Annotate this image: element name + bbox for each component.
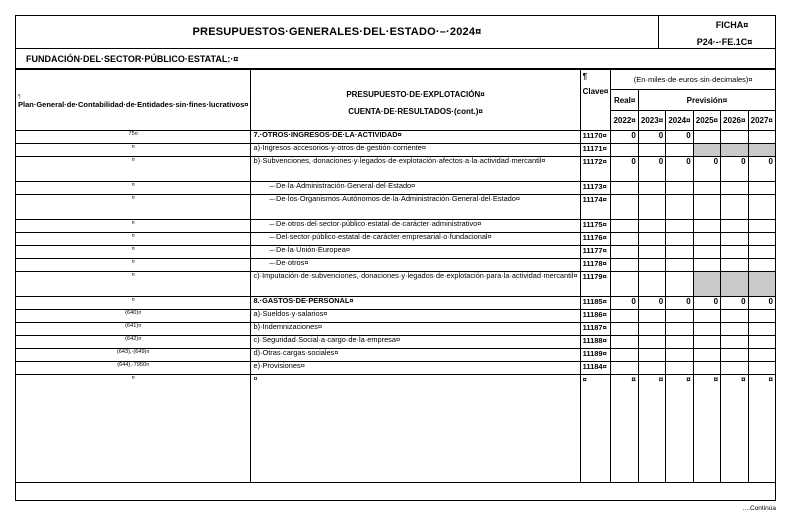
value-cell[interactable] bbox=[666, 310, 693, 323]
value-cell[interactable]: 0 bbox=[666, 157, 693, 182]
value-cell[interactable] bbox=[666, 272, 693, 297]
value-cell[interactable] bbox=[638, 336, 665, 349]
account-code: ¤ bbox=[16, 144, 251, 157]
table-row bbox=[16, 182, 775, 195]
row-clave: 11188¤ bbox=[580, 336, 611, 349]
year-header: 2026¤ bbox=[721, 111, 748, 131]
value-cell[interactable]: ¤ bbox=[721, 375, 748, 483]
table-row bbox=[16, 131, 775, 144]
value-cell[interactable] bbox=[721, 362, 748, 375]
account-code: ¤ bbox=[16, 375, 251, 483]
row-clave: 11177¤ bbox=[580, 246, 611, 259]
value-cell[interactable] bbox=[721, 220, 748, 233]
table-row bbox=[16, 233, 775, 246]
table-row bbox=[16, 195, 775, 220]
value-cell[interactable] bbox=[638, 182, 665, 195]
value-cell[interactable] bbox=[693, 131, 720, 144]
row-label: 8.·GASTOS·DE·PERSONAL¤ bbox=[251, 297, 580, 310]
row-clave: 11176¤ bbox=[580, 233, 611, 246]
table-row bbox=[16, 349, 775, 362]
ficha-code: P24·-·FE.1C¤ bbox=[696, 37, 753, 47]
value-cell[interactable] bbox=[666, 233, 693, 246]
row-clave: 11185¤ bbox=[580, 297, 611, 310]
value-cell[interactable]: 0 bbox=[666, 297, 693, 310]
account-code: (643),·(649)¤ bbox=[16, 349, 251, 362]
value-cell[interactable]: 0 bbox=[721, 297, 748, 310]
value-cell[interactable]: 0 bbox=[638, 131, 665, 144]
value-cell[interactable]: 0 bbox=[611, 131, 638, 144]
row-clave: 11172¤ bbox=[580, 157, 611, 182]
value-cell[interactable] bbox=[666, 349, 693, 362]
account-code: (641)¤ bbox=[16, 323, 251, 336]
value-cell[interactable]: 0 bbox=[748, 157, 775, 182]
page-title: PRESUPUESTOS·GENERALES·DEL·ESTADO·–·2024¤ bbox=[16, 16, 659, 49]
value-cell[interactable]: 0 bbox=[611, 297, 638, 310]
value-cell[interactable] bbox=[611, 336, 638, 349]
ficha-label: FICHA¤ bbox=[715, 20, 749, 30]
row-label: –·De·otros·del·sector·público·estatal·de·carácter·administrativo¤ bbox=[251, 220, 580, 233]
value-cell[interactable] bbox=[748, 182, 775, 195]
account-code: (642)¤ bbox=[16, 336, 251, 349]
row-clave: 11189¤ bbox=[580, 349, 611, 362]
value-cell[interactable] bbox=[748, 144, 775, 157]
plan-header bbox=[16, 70, 251, 131]
value-cell[interactable] bbox=[748, 233, 775, 246]
value-cell[interactable] bbox=[748, 310, 775, 323]
value-cell[interactable] bbox=[721, 336, 748, 349]
value-cell[interactable] bbox=[748, 272, 775, 297]
value-cell[interactable]: ¤ bbox=[666, 375, 693, 483]
row-label: c)·Imputación·de·subvenciones,·donaciones·y·legados·de·explotación·para·la·actividad·mercantil¤ bbox=[251, 272, 580, 297]
row-label: b)·Subvenciones,·donaciones·y·legados·de·explotación·afectos·a·la·actividad·mercantil¤ bbox=[251, 157, 580, 182]
value-cell[interactable] bbox=[693, 259, 720, 272]
table-row bbox=[16, 323, 775, 336]
row-clave: 11184¤ bbox=[580, 362, 611, 375]
value-cell[interactable] bbox=[611, 246, 638, 259]
value-cell[interactable] bbox=[721, 131, 748, 144]
value-cell[interactable] bbox=[611, 182, 638, 195]
budget-table bbox=[16, 69, 775, 483]
value-cell[interactable]: 0 bbox=[693, 157, 720, 182]
row-label: d)·Otras·cargas·sociales¤ bbox=[251, 349, 580, 362]
account-code: 75¤ bbox=[16, 131, 251, 144]
value-cell[interactable] bbox=[693, 323, 720, 336]
value-cell[interactable] bbox=[748, 220, 775, 233]
row-clave: 11187¤ bbox=[580, 323, 611, 336]
value-cell[interactable] bbox=[611, 362, 638, 375]
units-header: (En·miles·de·euros·sin·decimales)¤ bbox=[611, 70, 775, 90]
table-row bbox=[16, 310, 775, 323]
table-row bbox=[16, 375, 775, 483]
row-clave: 11171¤ bbox=[580, 144, 611, 157]
value-cell[interactable] bbox=[638, 246, 665, 259]
row-label: e)·Provisiones¤ bbox=[251, 362, 580, 375]
value-cell[interactable] bbox=[611, 323, 638, 336]
value-cell[interactable] bbox=[611, 310, 638, 323]
value-cell[interactable] bbox=[693, 310, 720, 323]
value-cell[interactable] bbox=[638, 220, 665, 233]
value-cell[interactable] bbox=[748, 323, 775, 336]
value-cell[interactable] bbox=[666, 246, 693, 259]
value-cell[interactable] bbox=[748, 259, 775, 272]
budget-title: PRESUPUESTO·DE·EXPLOTACIÓN¤ bbox=[346, 90, 485, 99]
value-cell[interactable] bbox=[638, 349, 665, 362]
value-cell[interactable]: ¤ bbox=[693, 375, 720, 483]
row-clave: 11178¤ bbox=[580, 259, 611, 272]
account-code: ¤ bbox=[16, 220, 251, 233]
value-cell[interactable]: 0 bbox=[693, 297, 720, 310]
real-header: Real¤ bbox=[611, 90, 638, 111]
value-cell[interactable] bbox=[666, 362, 693, 375]
value-cell[interactable] bbox=[721, 144, 748, 157]
value-cell[interactable] bbox=[721, 310, 748, 323]
value-cell[interactable] bbox=[638, 144, 665, 157]
year-header: 2025¤ bbox=[693, 111, 720, 131]
budget-header bbox=[251, 70, 580, 131]
value-cell[interactable] bbox=[638, 259, 665, 272]
value-cell[interactable] bbox=[611, 272, 638, 297]
account-code: ¤ bbox=[16, 272, 251, 297]
value-cell[interactable] bbox=[721, 233, 748, 246]
prevision-header: Previsión¤ bbox=[638, 90, 775, 111]
value-cell[interactable] bbox=[693, 349, 720, 362]
table-row bbox=[16, 144, 775, 157]
account-code: ¤ bbox=[16, 195, 251, 220]
value-cell[interactable] bbox=[666, 195, 693, 220]
value-cell[interactable] bbox=[721, 182, 748, 195]
value-cell[interactable] bbox=[638, 195, 665, 220]
ficha-box bbox=[659, 16, 775, 49]
row-clave: 11174¤ bbox=[580, 195, 611, 220]
value-cell[interactable] bbox=[638, 310, 665, 323]
value-cell[interactable] bbox=[611, 349, 638, 362]
continues-note: ....Continúa bbox=[742, 505, 776, 512]
account-code: ¤ bbox=[16, 233, 251, 246]
value-cell[interactable] bbox=[748, 349, 775, 362]
value-cell[interactable] bbox=[693, 220, 720, 233]
clave-label: Clave¤ bbox=[582, 87, 609, 96]
year-header: 2027¤ bbox=[748, 111, 775, 131]
value-cell[interactable] bbox=[666, 144, 693, 157]
value-cell[interactable] bbox=[666, 259, 693, 272]
value-cell[interactable] bbox=[666, 182, 693, 195]
row-label: 7.·OTROS·INGRESOS·DE·LA·ACTIVIDAD¤ bbox=[251, 131, 580, 144]
table-row bbox=[16, 362, 775, 375]
row-clave: 11173¤ bbox=[580, 182, 611, 195]
table-row bbox=[16, 220, 775, 233]
row-label: a)·Ingresos·accesorios·y·otros·de·gestión·corriente¤ bbox=[251, 144, 580, 157]
value-cell[interactable] bbox=[693, 195, 720, 220]
account-code: ¤ bbox=[16, 182, 251, 195]
row-label: b)·Indemnizaciones¤ bbox=[251, 323, 580, 336]
entity-label: FUNDACIÓN·DEL·SECTOR·PÚBLICO·ESTATAL:·¤ bbox=[16, 49, 775, 69]
value-cell[interactable] bbox=[693, 144, 720, 157]
value-cell[interactable]: 0 bbox=[638, 157, 665, 182]
value-cell[interactable] bbox=[611, 233, 638, 246]
value-cell[interactable] bbox=[611, 195, 638, 220]
value-cell[interactable] bbox=[693, 233, 720, 246]
value-cell[interactable] bbox=[748, 336, 775, 349]
value-cell[interactable]: 0 bbox=[611, 157, 638, 182]
row-label: c)·Seguridad·Social·a·cargo·de·la·empresa¤ bbox=[251, 336, 580, 349]
value-cell[interactable] bbox=[666, 323, 693, 336]
table-row bbox=[16, 336, 775, 349]
value-cell[interactable] bbox=[693, 246, 720, 259]
value-cell[interactable] bbox=[748, 362, 775, 375]
account-code: (640)¤ bbox=[16, 310, 251, 323]
row-label: –·De·otros¤ bbox=[251, 259, 580, 272]
value-cell[interactable] bbox=[748, 131, 775, 144]
value-cell[interactable] bbox=[748, 195, 775, 220]
table-row bbox=[16, 157, 775, 182]
value-cell[interactable] bbox=[666, 336, 693, 349]
row-label: –·De·los·Organismos·Autónomos·de·la·Administración·General·del·Estado¤ bbox=[251, 195, 580, 220]
row-label: –·De·la·Administración·General·del·Estado¤ bbox=[251, 182, 580, 195]
year-header: 2023¤ bbox=[638, 111, 665, 131]
clave-header bbox=[580, 70, 611, 131]
value-cell[interactable] bbox=[693, 336, 720, 349]
value-cell[interactable] bbox=[721, 272, 748, 297]
table-row bbox=[16, 259, 775, 272]
value-cell[interactable] bbox=[638, 272, 665, 297]
row-clave: 11170¤ bbox=[580, 131, 611, 144]
row-clave: 11179¤ bbox=[580, 272, 611, 297]
row-clave: 11186¤ bbox=[580, 310, 611, 323]
year-header: 2024¤ bbox=[666, 111, 693, 131]
value-cell[interactable]: ¤ bbox=[638, 375, 665, 483]
row-clave: 11175¤ bbox=[580, 220, 611, 233]
value-cell[interactable] bbox=[638, 233, 665, 246]
value-cell[interactable]: 0 bbox=[748, 297, 775, 310]
account-code: (644),·7950¤ bbox=[16, 362, 251, 375]
value-cell[interactable] bbox=[666, 220, 693, 233]
value-cell[interactable]: 0 bbox=[638, 297, 665, 310]
row-label: a)·Sueldos·y·salarios¤ bbox=[251, 310, 580, 323]
value-cell[interactable] bbox=[638, 362, 665, 375]
value-cell[interactable] bbox=[638, 323, 665, 336]
table-row bbox=[16, 246, 775, 259]
row-label: –·De·la·Unión·Europea¤ bbox=[251, 246, 580, 259]
value-cell[interactable] bbox=[693, 362, 720, 375]
budget-form-sheet bbox=[15, 15, 776, 501]
row-label: –·Del·sector·público·estatal·de·carácter·empresarial·o·fundacional¤ bbox=[251, 233, 580, 246]
value-cell[interactable] bbox=[721, 195, 748, 220]
plan-header-label: Plan·General·de·Contabilidad·de·Entidades·sin·fines·lucrativos¤ bbox=[18, 99, 249, 109]
value-cell[interactable] bbox=[721, 349, 748, 362]
value-cell[interactable]: 0 bbox=[721, 157, 748, 182]
budget-subtitle: CUENTA·DE·RESULTADOS·(cont.)¤ bbox=[348, 107, 483, 116]
value-cell[interactable]: ¤ bbox=[611, 375, 638, 483]
value-cell[interactable]: ¤ bbox=[748, 375, 775, 483]
value-cell[interactable] bbox=[611, 144, 638, 157]
value-cell[interactable] bbox=[611, 259, 638, 272]
account-code: ¤ bbox=[16, 297, 251, 310]
value-cell[interactable] bbox=[721, 323, 748, 336]
value-cell[interactable]: 0 bbox=[666, 131, 693, 144]
row-clave: ¤ bbox=[580, 375, 611, 483]
value-cell[interactable] bbox=[693, 272, 720, 297]
pilcrow-mark: ¶ bbox=[18, 93, 21, 100]
clave-pilcrow: ¶ bbox=[582, 72, 588, 81]
year-header: 2022¤ bbox=[611, 111, 638, 131]
value-cell[interactable] bbox=[721, 259, 748, 272]
account-code: ¤ bbox=[16, 246, 251, 259]
value-cell[interactable] bbox=[721, 246, 748, 259]
row-label: ¤ bbox=[251, 375, 580, 483]
value-cell[interactable] bbox=[611, 220, 638, 233]
account-code: ¤ bbox=[16, 259, 251, 272]
value-cell[interactable] bbox=[748, 246, 775, 259]
table-row bbox=[16, 297, 775, 310]
account-code: ¤ bbox=[16, 157, 251, 182]
table-row bbox=[16, 272, 775, 297]
value-cell[interactable] bbox=[693, 182, 720, 195]
